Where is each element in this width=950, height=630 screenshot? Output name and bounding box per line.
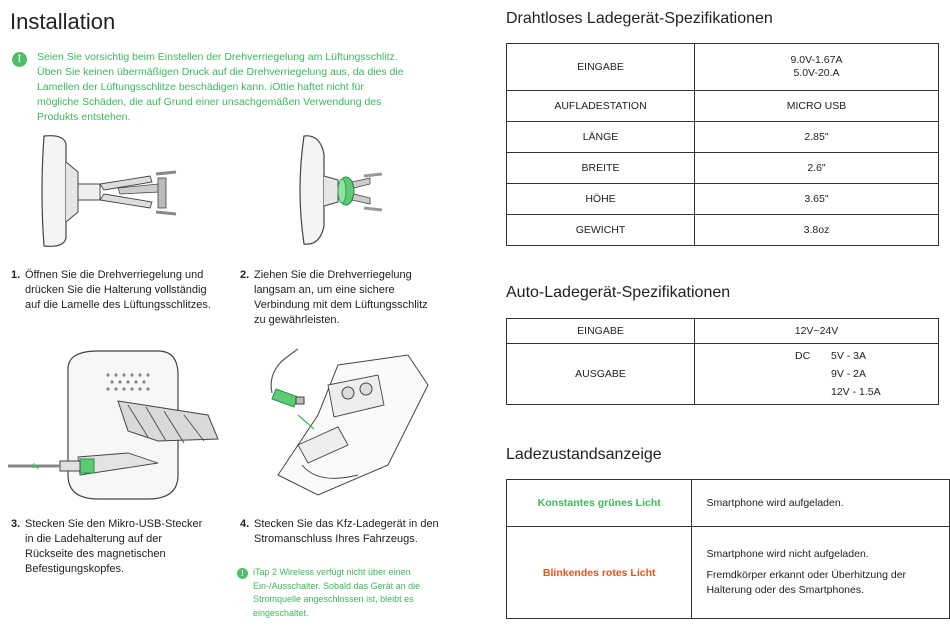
page-title: Installation bbox=[10, 9, 116, 34]
wireless-specs-title: Drahtloses Ladegerät-Spezifikationen bbox=[506, 10, 773, 27]
spec-row bbox=[507, 184, 939, 215]
output-line bbox=[695, 365, 938, 383]
spec-key: GEWICHT bbox=[507, 215, 695, 246]
spec-row bbox=[507, 44, 939, 91]
step2-illustration bbox=[290, 130, 400, 250]
spec-value-line: 9.0V-1.67A bbox=[790, 54, 843, 66]
spec-value: 12V~24V bbox=[695, 319, 939, 344]
spec-row bbox=[507, 153, 939, 184]
spec-value: 2.6" bbox=[695, 153, 939, 184]
step-4 bbox=[240, 517, 440, 547]
step-number: 2. bbox=[240, 269, 250, 281]
led-desc-line: Fremdkörper erkannt oder Überhitzung der Halterung oder des Smartphones. bbox=[706, 569, 907, 596]
led-table bbox=[506, 479, 950, 619]
car-specs-table bbox=[506, 318, 939, 405]
spec-value: 2.85" bbox=[695, 122, 939, 153]
spec-value: MICRO USB bbox=[695, 91, 939, 122]
step-1 bbox=[11, 268, 211, 313]
spec-key: BREITE bbox=[507, 153, 695, 184]
spec-value bbox=[695, 44, 939, 91]
spec-row bbox=[507, 122, 939, 153]
step3-illustration bbox=[8, 345, 233, 505]
spec-value: 3.8oz bbox=[695, 215, 939, 246]
spec-key: HÖHE bbox=[507, 184, 695, 215]
step4-illustration bbox=[258, 345, 438, 505]
step-3 bbox=[11, 517, 211, 577]
step-text: Öffnen Sie die Drehverriegelung und drücken Sie die Halterung vollständig auf die Lamelle des Lüftungsschlitzes. bbox=[25, 269, 211, 311]
spec-key: AUSGABE bbox=[507, 344, 695, 405]
spec-row bbox=[507, 319, 939, 344]
spec-row bbox=[507, 215, 939, 246]
step-text: Stecken Sie das Kfz-Ladegerät in den Stromanschluss Ihres Fahrzeugs. bbox=[254, 518, 439, 545]
power-note bbox=[237, 566, 437, 620]
spec-key: AUFLADESTATION bbox=[507, 91, 695, 122]
installation-warning bbox=[12, 50, 412, 125]
spec-value bbox=[695, 344, 939, 405]
warning-text: Seien Sie vorsichtig beim Einstellen der Drehverriegelung am Lüftungsschlitz. Üben Sie keinen übermäßigen Druck auf die Drehverriegelung aus, da dies die Lamellen der Lüftungsschlitze beschädigen kann. iOttie haftet nicht für mögliche Schäden, die auf Grund einer unsachgemäßen Verwendung des Produkts entstehen. bbox=[37, 51, 404, 123]
output-line bbox=[695, 347, 938, 365]
led-row bbox=[507, 527, 950, 619]
led-state-red: Blinkendes rotes Licht bbox=[507, 527, 692, 619]
step-text: Stecken Sie den Mikro-USB-Stecker in die Ladehalterung auf der Rückseite des magnetischen Befestigungskopfes. bbox=[25, 518, 203, 575]
exclamation-circle-icon: ! bbox=[237, 568, 248, 579]
led-desc bbox=[692, 527, 950, 619]
note-text: iTap 2 Wireless verfügt nicht über einen Ein-/Ausschalter. Sobald das Gerät an die Stromquelle angeschlossen ist, bleibt es eingeschaltet. bbox=[253, 567, 421, 618]
led-state-green: Konstantes grünes Licht bbox=[507, 480, 692, 527]
led-desc-line: Smartphone wird nicht aufgeladen. bbox=[706, 548, 869, 560]
exclamation-circle-icon: ! bbox=[12, 52, 27, 67]
output-value: 12V - 1.5A bbox=[831, 386, 881, 398]
spec-key: LÄNGE bbox=[507, 122, 695, 153]
step-2 bbox=[240, 268, 440, 328]
spec-row bbox=[507, 344, 939, 405]
step-text: Ziehen Sie die Drehverriegelung langsam an, um eine sichere Verbindung mit dem Lüftungsschlitz zu gewährleisten. bbox=[254, 269, 428, 326]
led-row bbox=[507, 480, 950, 527]
car-specs-title: Auto-Ladegerät-Spezifikationen bbox=[506, 284, 731, 301]
step-number: 1. bbox=[11, 269, 21, 281]
output-value: 9V - 2A bbox=[831, 368, 867, 380]
svg-text:⇆: ⇆ bbox=[32, 462, 40, 472]
spec-row bbox=[507, 91, 939, 122]
led-title: Ladezustandsanzeige bbox=[506, 446, 662, 463]
led-desc: Smartphone wird aufgeladen. bbox=[692, 480, 950, 527]
spec-value: 3.65" bbox=[695, 184, 939, 215]
wireless-specs-table bbox=[506, 43, 939, 246]
output-prefix: DC bbox=[795, 350, 811, 362]
spec-key: EINGABE bbox=[507, 319, 695, 344]
step-number: 4. bbox=[240, 518, 250, 530]
spec-value-line: 5.0V-20.A bbox=[793, 67, 840, 79]
output-value: 5V - 3A bbox=[831, 350, 867, 362]
output-line bbox=[695, 383, 938, 401]
spec-key: EINGABE bbox=[507, 44, 695, 91]
step-number: 3. bbox=[11, 518, 21, 530]
step1-illustration bbox=[30, 132, 190, 250]
